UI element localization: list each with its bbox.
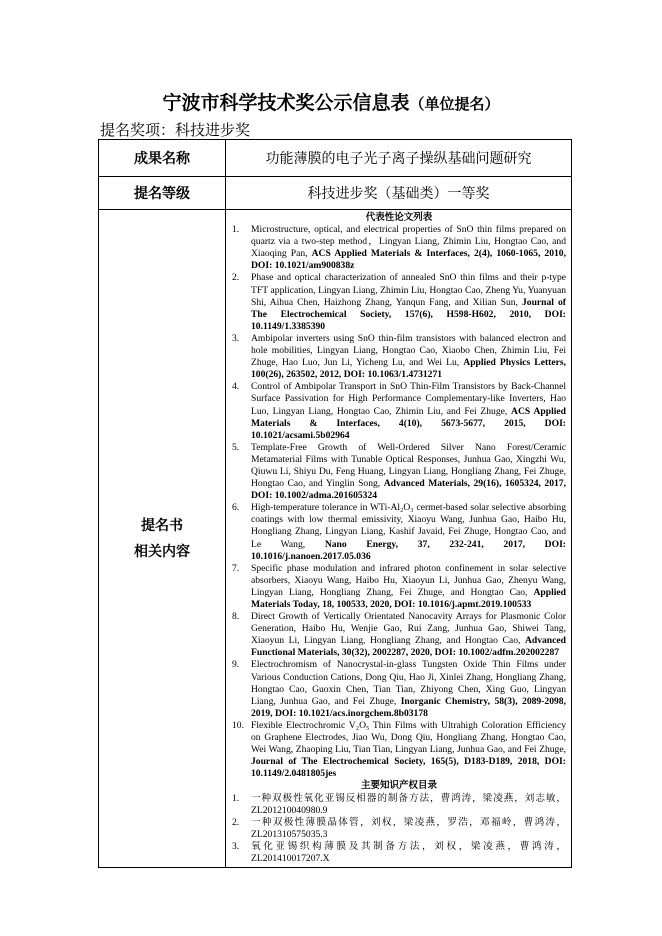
item-text (251, 611, 566, 659)
paper-item (232, 611, 566, 659)
table-row (99, 177, 572, 210)
item-citation: ACS Applied Materials & Interfaces, 4(10), 5673-5677, 2015, DOI: 10.1021/acsami.5b02964 (251, 405, 566, 441)
item-number: 8. (232, 611, 240, 623)
ip-list (232, 793, 566, 866)
paper-item (232, 224, 566, 272)
paper-item (232, 333, 566, 381)
item-number: 5. (232, 441, 240, 453)
item-number: 10. (232, 719, 244, 731)
paper-item (232, 272, 566, 332)
item-body: Flexible Electrochromic V₂O₅ Thin Films with Ultrahigh Coloration Efficiency on Graphene Electrodes, Jiao Wu, Dong Qiu, Hongliang Zhang, Hongtao Cao, Wei Wang, Zhaoping Liu, Tian Tian, Lingyan Liang, Junhua Gao, and Fei Zhuge, (251, 719, 566, 756)
item-body: Ambipolar inverters using SnO thin-film transistors with balanced electron and hole mobilities, Lingyan Liang, Hongtao Cao, Xiaobo Chen, Zhimin Liu, Fei Zhuge, Hao Luo, Jun Li, Yicheng Lu, and Wei Lu, (251, 332, 566, 369)
page-title (0, 88, 662, 115)
item-number: 1. (232, 792, 240, 804)
award-line: 提名奖项：科技进步奖 (100, 121, 251, 139)
paper-item (232, 720, 566, 780)
item-text (251, 720, 566, 780)
row-label: 成果名称 (99, 140, 226, 177)
row-value: 科技进步奖（基础类）一等奖 (226, 177, 572, 210)
item-number: 2. (232, 816, 240, 828)
item-citation: Nano Energy, 37, 232-241, 2017, DOI: 10.1016/j.nanoen.2017.05.036 (251, 538, 567, 562)
item-number: 9. (232, 659, 240, 671)
item-text (251, 659, 566, 719)
item-citation: Applied Materials Today, 18, 100533, 2020, DOI: 10.1016/j.apmt.2019.100533 (251, 586, 566, 610)
item-text (251, 442, 566, 502)
row-label: 提名等级 (99, 177, 226, 210)
item-number: 4. (232, 381, 240, 393)
item-text (251, 272, 566, 332)
papers-list (232, 224, 566, 780)
ip-heading: 主要知识产权目录 (360, 780, 437, 792)
item-text (251, 841, 566, 865)
item-body: Direct Growth of Vertically Orientated Nanocavity Arrays for Plasmonic Color Generation, Haibo Hu, Wenjie Gao, Rui Zang, Junhua Gao, Shiwei Tang, Xiaoyun Li, Lingyan Liang, Hongliang Zhang, and Hongtao Cao, (251, 611, 566, 647)
item-citation: Advanced Materials, 29(16), 1605324, 2017, DOI: 10.1002/adma.201605324 (251, 478, 566, 502)
item-citation: Inorganic Chemistry, 58(3), 2089-2098, 2019, DOI: 10.1021/acs.inorgchem.8b03178 (251, 695, 567, 719)
item-text (251, 333, 566, 381)
item-text (251, 502, 566, 562)
item-body: Template-Free Growth of Well-Ordered Silver Nano Forest/Ceramic Metamaterial Films with Tunable Optical Responses, Junhua Gao, Xingzhi Wu, Qiuwu Li, Shiyu Du, Feng Huang, Lingyan Liang, Hongliang Zhang, Fei Zhuge, Hongtao Cao, and Yinglin Song, (251, 441, 566, 490)
item-body: 一种双极性氧化亚锡反相器的制备方法，曹鸿涛，梁凌燕，刘志敏，ZL201210040980.9 (251, 792, 566, 816)
ip-item (232, 817, 566, 841)
paper-item (232, 563, 566, 611)
item-number: 6. (232, 502, 240, 514)
item-number: 1. (232, 224, 240, 236)
item-body: Electrochromism of Nanocrystal-in-glass Tungsten Oxide Thin Films under Various Conduction Cations, Dong Qiu, Hao Ji, Xinlei Zhang, Hongliang Zhang, Hongtao Cao, Guoxin Chen, Tian Tian, Zhiyong Chen, Xing Guo, Lingyan Liang, Junhua Gao, and Fei Zhuge, (251, 659, 566, 707)
content-label-2: 相关内容 (134, 543, 190, 560)
table-row (99, 210, 572, 868)
item-citation: Journal of The Electrochemical Society, 165(5), D183-D189, 2018, DOI: 10.1149/2.0481805jes (251, 756, 566, 780)
item-citation: Journal of The Electrochemical Society, 157(6), H598-H602, 2010, DOI: 10.1149/1.3385390 (251, 296, 566, 332)
content-cell (226, 210, 572, 868)
papers-heading: 代表性论文列表 (365, 212, 433, 223)
item-body: 氧化亚锡织构薄膜及其制备方法，刘权，梁凌燕，曹鸿涛，ZL201410017207.X (251, 840, 566, 864)
title-suffix: （单位提名） (409, 95, 500, 113)
table-row (99, 140, 572, 177)
item-number: 7. (232, 562, 240, 574)
title-text: 宁波市科学技术奖公示信息表 (162, 92, 410, 114)
item-body: Phase and optical characterization of annealed SnO thin films and their p-type TFT application, Lingyan Liang, Zhimin Liu, Hongtao Cao, Zheng Yu, Yuanyuan Shi, Aihua Chen, Haizhong Zhang, Yanqun Fang, and Xilian Sun, (251, 272, 566, 308)
content-body (226, 210, 571, 867)
info-table (98, 139, 572, 868)
item-body: High-temperature tolerance in WTi-Al₂O₃ cermet-based solar selective absorbing coatings with low thermal emissivity, Xiaoyu Wang, Junhua Gao, Haibo Hu, Hongliang Zhang, Lingyan Liang, Kashif Javaid, Fei Zhuge, Hongtao Cao, and Le Wang, (251, 502, 566, 550)
item-body: Microstructure, optical, and electrical properties of SnO thin films prepared on quartz via a two-step method，Lingyan Liang, Zhimin Liu, Hongtao Cao, and Xiaoqing Pan, (251, 224, 566, 260)
item-citation: Applied Physics Letters, 100(26), 263502, 2012, DOI: 10.1063/1.4731271 (251, 357, 566, 381)
item-body: 一种双极性薄膜晶体管，刘权，梁凌燕，罗浩，邓福岭，曹鸿涛，ZL201310575035.3 (251, 816, 566, 840)
paper-item (232, 381, 566, 441)
item-number: 3. (232, 332, 240, 344)
item-text (251, 793, 566, 817)
item-text (251, 563, 566, 611)
item-number: 3. (232, 840, 240, 852)
item-text (251, 817, 566, 841)
row-label (99, 210, 226, 868)
item-body: Specific phase modulation and infrared photon confinement in solar selective absorbers, Xiaoyu Wang, Haibo Hu, Xiaoyun Li, Junhua Gao, Zhenyu Wang, Lingyan Liang, Hongliang Zhang, Fei Zhuge, and Hongtao Cao, (251, 562, 566, 598)
item-body: Control of Ambipolar Transport in SnO Thin-Film Transistors by Back-Channel Surface Passivation for High Performance Complementary-like Inverters, Hao Luo, Lingyan Liang, Hongtao Cao, Zhimin Liu, and Fei Zhuge, (251, 381, 566, 417)
paper-item (232, 502, 566, 562)
item-text (251, 224, 566, 272)
row-value: 功能薄膜的电子光子离子操纵基础问题研究 (226, 140, 572, 177)
ip-item (232, 841, 566, 865)
ip-item (232, 793, 566, 817)
item-number: 2. (232, 272, 240, 284)
content-label-1: 提名书 (141, 517, 183, 534)
item-text (251, 381, 566, 441)
item-citation: Advanced Functional Materials, 30(32), 2002287, 2020, DOI: 10.1002/adfm.202002287 (251, 635, 566, 659)
item-citation: ACS Applied Materials & Interfaces, 2(4), 1060-1065, 2010, DOI: 10.1021/am900838z (251, 248, 567, 272)
paper-item (232, 442, 566, 502)
paper-item (232, 659, 566, 719)
